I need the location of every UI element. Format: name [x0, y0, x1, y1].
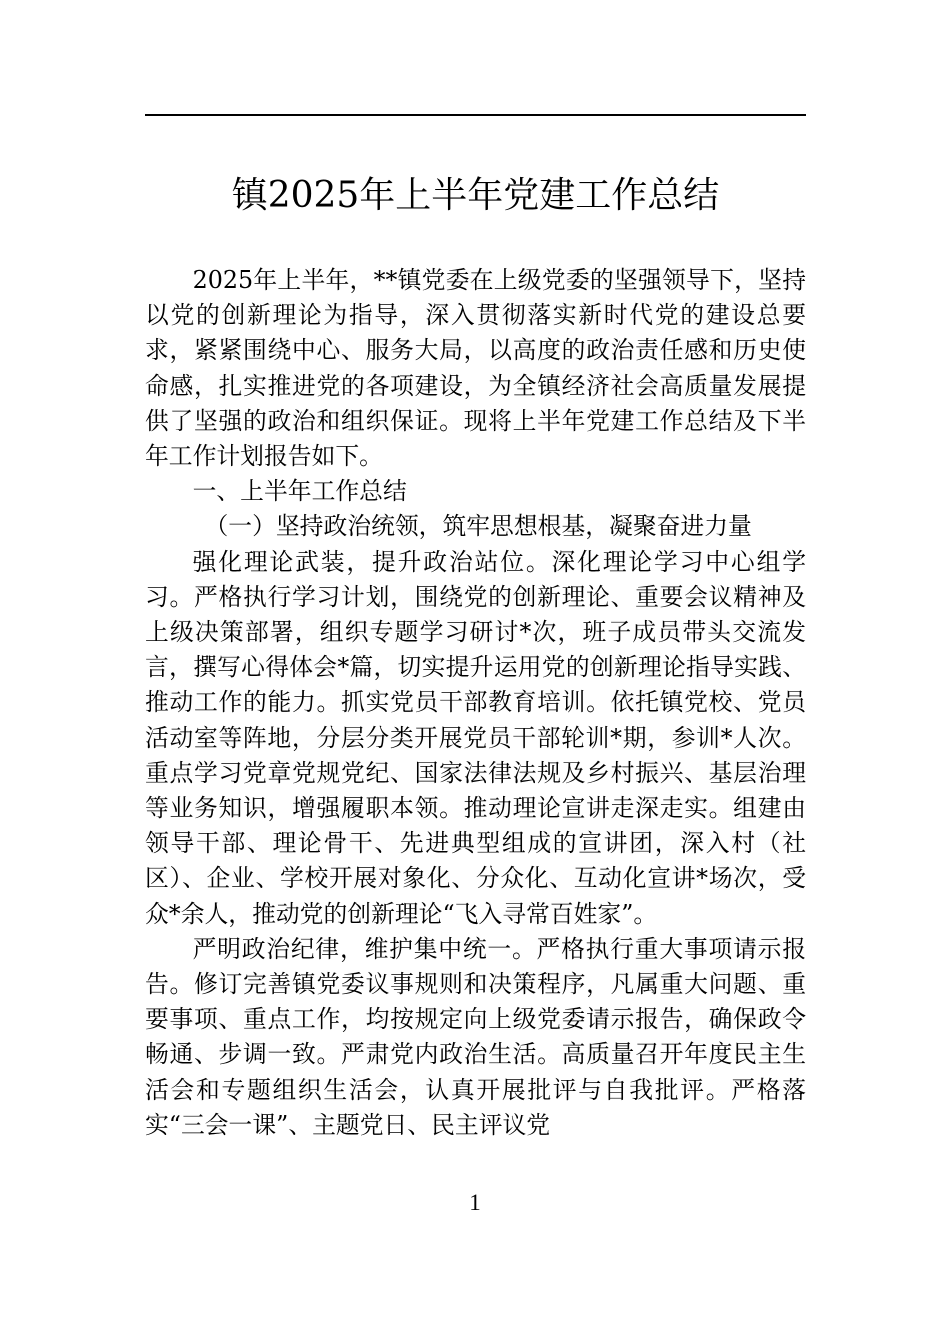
body-paragraph: 严明政治纪律，维护集中统一。严格执行重大事项请示报告。修订完善镇党委议事规则和决策程序，凡属重大问题、重要事项、重点工作，均按规定向上级党委请示报告，确保政令畅通、步调一致。严肃党内政治生活。高质量召开年度民主生活会和专题组织生活会，认真开展批评与自我批评。严格落实“三会一课”、主题党日、民主评议党	[145, 934, 806, 1139]
document-title: 镇2025年上半年党建工作总结	[231, 175, 720, 216]
body-paragraph: 强化理论武装，提升政治站位。深化理论学习中心组学习。严格执行学习计划，围绕党的创新理论、重要会议精神及上级决策部署，组织专题学习研讨*次，班子成员带头交流发言，撰写心得体会*篇，切实提升运用党的创新理论指导实践、推动工作的能力。抓实党员干部教育培训。依托镇党校、党员活动室等阵地，分层分类开展党员干部轮训*期，参训*人次。重点学习党章党规党纪、国家法律法规及乡村振兴、基层治理等业务知识，增强履职本领。推动理论宣讲走深走实。组建由领导干部、理论骨干、先进典型组成的宣讲团，深入村（社区）、企业、学校开展对象化、分众化、互动化宣讲*场次，受众*余人，推动党的创新理论“飞入寻常百姓家”。	[145, 547, 806, 928]
section-heading: 一、上半年工作总结	[192, 477, 407, 506]
intro-paragraph: 2025年上半年，**镇党委在上级党委的坚强领导下，坚持以党的创新理论为指导，深入贯彻落实新时代党的建设总要求，紧紧围绕中心、服务大局，以高度的政治责任感和历史使命感，扎实推进党的各项建设，为全镇经济社会高质量发展提供了坚强的政治和组织保证。现将上半年党建工作总结及下半年工作计划报告如下。	[145, 266, 806, 471]
document-body	[145, 263, 806, 1143]
page-number: 1	[469, 1190, 481, 1215]
header-rule	[145, 114, 806, 116]
subsection-heading: （一）坚持政治统领，筑牢思想根基，凝聚奋进力量	[204, 512, 752, 541]
